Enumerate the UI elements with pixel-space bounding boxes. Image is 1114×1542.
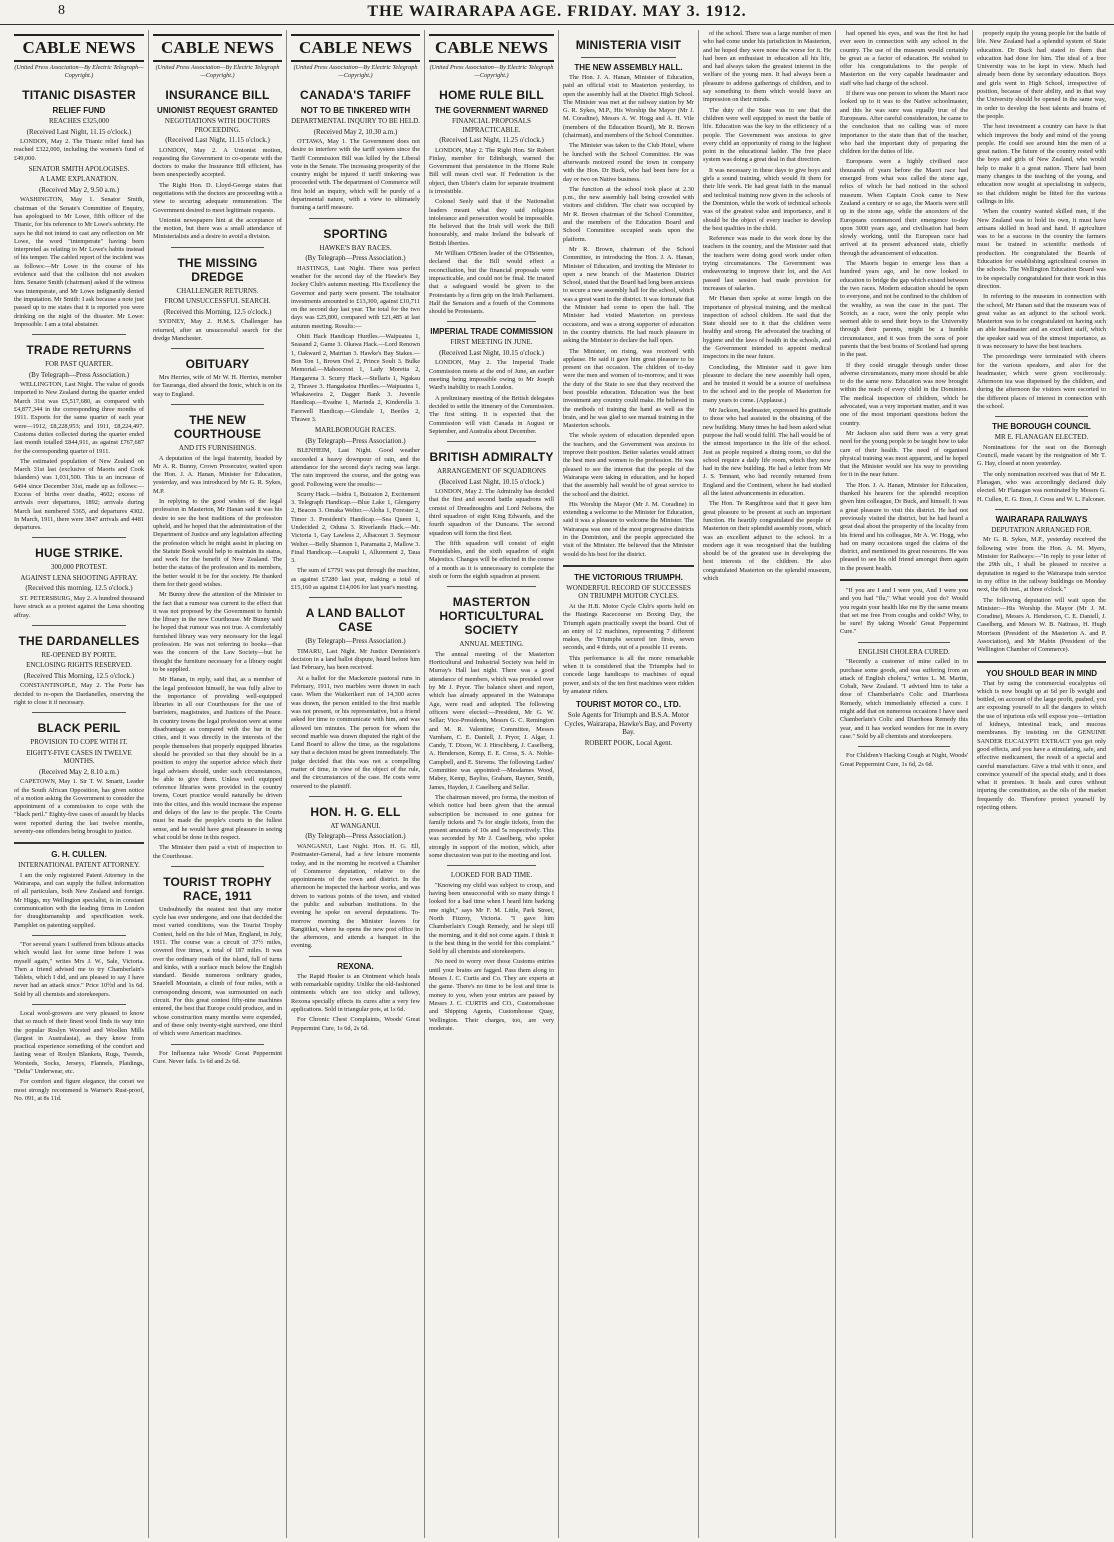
article-headline: A LAND BALLOT CASE — [305, 606, 406, 635]
subheading: THE GOVERNMENT WARNED — [434, 106, 549, 115]
paragraph: A deputation of the legal fraternity, headed by Mr A. R. Bunny, Crown Prosecutor, waited upon the Hon. J. A. Hanan, Minister for Education, yesterday, and was introduced by Mr G. R. Sykes, M.P. — [153, 454, 282, 495]
subheading: UNIONIST REQUEST GRANTED — [157, 106, 278, 115]
divider — [977, 661, 1106, 663]
agency-credit: (United Press Association—By Electric Telegraph—Copyright.) — [14, 64, 144, 79]
divider — [840, 579, 968, 581]
subheading: NOT TO BE TINKERED WITH — [300, 106, 411, 115]
advert-text: "Knowing my child was subject to croup, and having been unsuccessful with so many things I looked for a bad time when I heard him barking one night," says Mr F. M. Little, Park Street, North Fitzroy, Victoria. "I gave him Chamberlain's Cough Remedy, and he slept till the morning, and it did not come again. I think it is the best thing in the world for this complaint." Sold by all chemists and storekeepers. — [429, 881, 554, 956]
subheading: THE NEW ASSEMBLY HALL. — [574, 63, 683, 72]
subheading: ARRANGEMENT OF SQUADRONS — [437, 467, 546, 476]
paragraph: The following deputation will wait upon the Minister:—His Worship the Mayor (Mr J. M. Coradine), Messrs A. Henderson, C. E. Daniell, J. Caselberg, and Messrs W. B. Nattrass, H. Hugh Morrison (President of the Masterton A. and P. Association), and Mr Mabin (President of the Wellington Chamber of Commerce). — [977, 596, 1106, 654]
paragraph: The Minister, on rising, was received with applause. He said it gave him great pleasure to be present on that occasion. The children of to-day were the men and women of to-morrow, and it was the duty of the State to see that they received the best possible education. Education was the best investment any country could make. He believed in the methods of training the hand as well as the brain, and he was glad to see manual training in the Masterton schools. — [563, 347, 694, 430]
advert-subheading: WONDERFUL RECORD OF SUCCESSES ON TRIUMPH MOTOR CYCLES. — [566, 583, 691, 601]
paragraph: TIMARU, Last Night. Mr Justice Denniston's decision in a land ballot dispute, heard before him last February, has been received. — [291, 647, 420, 672]
article-headline: CANADA'S TARIFF — [300, 88, 411, 102]
paragraph: In referring to the museum in connection with the school, Mr Hanan said that the museum was of great value as an adjunct to the school work. Masterton was to be congratulated on having such an able headmaster and an excellent staff, which the speaker said was of the utmost importance, as it was necessary to have the best teachers. — [977, 293, 1106, 350]
paragraph: properly equip the young people for the battle of life. New Zealand had a splendid system of State education. Dr Buck had stated to them that education had done for him. The ideal of a free University was to be kept in view. Much had already been done by secondary education. Boys and girls went to High School, irrespective of position, because of their ability, and in that way the University should be opened in the same way, in order to develop the best talents and brains of the people. — [977, 30, 1106, 120]
advert-text: At the H.B. Motor Cycle Club's sports held on the Hastings Racecourse on Boxing Day, the Triumph again practically swept the board. Out of an entry of 12 machines, representing 7 different makes, the Triumphs secured ten firsts, seven seconds, and 4 thirds, out of a possible 11 events. — [563, 602, 694, 652]
paragraph: The Minister was taken to the Club Hotel, where he lunched with the School Committee. He was afterwards motored round the town in company with the Hon. Dr Buck, who had been here for a day or two on Native business. — [563, 142, 694, 183]
agency-credit: (United Press Association—By Electric Telegraph—Copyright.) — [293, 64, 418, 79]
paragraph: Europeans were a highly civilised race thousands of years before the Maori race had emerged from what was called the stone age, relics of which he had noticed in the school museum. When Captain Cook came to New Zealand a century or so ago, the Maoris were still up in the stone age, while the ancestors of the Europeans commenced their emergence to-day upon 3000 years ago, and civilisation had been slowly working, until the European race had arrived at its present advanced state, chiefly through the advancement of education. — [840, 158, 968, 257]
article-headline: SPORTING — [323, 226, 388, 241]
subheading: A LAME EXPLANATION. — [39, 175, 119, 184]
received-line: (By Telegraph—Press Association.) — [28, 370, 130, 379]
received-line: (By Telegraph—Press Association.) — [305, 637, 406, 646]
received-line: (Received this Morning, 12.5 o'clock.) — [163, 307, 272, 316]
paragraph: BLENHEIM, Last Night. Good weather succeeded a heavy downpour of rain, and the attendance for the second day's racing was large. The rain improved the course, and the going was good. Following were the results:— — [291, 447, 420, 488]
paragraph: ST. PETERSBURG, May 2. A hundred thousand have struck as a protest against the Lena shooting affray. — [14, 594, 144, 619]
advert-text: No need to worry over those Customs entries until your brains are fagged. Pass them along to Messrs J. C. Curtis and Co. They are experts at the game. There's no time to be lost and time is money to you, when your entries are passed by Messrs J. C. CURTIS and CO., Customshouse and Shipping Agents, Customhouse Quay, Wellington. Their charges, too, are very moderate. — [429, 958, 554, 1032]
article-headline: TITANIC DISASTER — [22, 88, 136, 102]
paragraph: The estimated population of New Zealand on March 31st last (exclusive of Maoris and Cook Islanders) was 1,031,500. This is an increase of 6494 since December 31st, made up as follows:—Excess of births over deaths, 4602; excess of arrivals over departures, 1892; arrivals during March last numbered 5365, and departures 4302. In March, 1911, there were 3847 arrivals and 4481 departures. — [14, 457, 144, 532]
subheading: CHALLENGER RETURNS. — [176, 286, 259, 295]
paragraph: Concluding, the Minister said it gave him pleasure to declare the new assembly hall open, and he trusted it would be a source of usefulness to the school and to the people of Masterton for many years to come. (Applause.) — [703, 363, 831, 404]
paragraph: WELLINGTON, Last Night. The value of goods imported to New Zealand during the quarter ended March 31st was £5,517,680, as compared with £4,877,344 in the corresponding three months of 1911. Exports for the same quarter of each year were—1912, £8,228,953; and 1911, £8,224,497. Customs duties collected during the quarter ended last month totalled £844,911, as against £767,687 for the corresponding quarter of 1911. — [14, 381, 144, 455]
subheading: MARLBOROUGH RACES. — [315, 426, 396, 435]
paragraph: The annual meeting of the Masterton Horticultural and Industrial Society was held in Murray's Hall last night. There was a good attendance of members, which was presided over by Mr J. Pryor. The balance sheet and report, which has already appeared in the Wairarapa Age, were read and adopted. The following officers were elected:—President, Mr G. W. Sellar; Vice-Presidents, Messrs G. C. Remington and M. R. Valentine; Committee, Messrs Varnham, C. E. Daniell, J. Pryor, J. Algar, J. Candy, T. Dixon, W. J. Hirschberg, J. Caselberg, A. Henderson, Kemp, E. E. Cross, S. A. Noble-Campbell, and E. Stevens. The following Ladies' Committee was appointed:—Mesdames Wood, Mabey, Kemp, Bayliss, Graham, Rayner, Smith, James, Hayden, J. Caselberg and Sellar. — [429, 650, 554, 791]
paragraph: If they could struggle through under those adverse circumstances, many more should be able to do the same now. Education was now brought within the reach of every child in the Dominion. The medical inspection of children, which he advocated, was a very important matter, and it was one of the most important questions before the country. — [840, 361, 968, 427]
article-headline: OBITUARY — [185, 357, 250, 372]
received-line: (Received This Morning, 12.5 o'clock.) — [23, 671, 135, 680]
subheading: EIGHTY-FIVE CASES IN TWELVE MONTHS. — [26, 748, 132, 766]
advert-text: This performance is all the more remarkable when it is considered that the Triumphs had to concede large handicaps to machines of equal power, and six of the ten first machines were ridden by amateur riders. — [563, 654, 694, 695]
paragraph: The fifth squadron will consist of eight Formidables, and the sixth squadron of eight Majestics. Changes will be effected in the course of a month as it is unnecessary to complete the sixth or form the eighth squadron at present. — [429, 539, 554, 581]
divider — [447, 321, 536, 322]
paragraph: The chairman moved, pro forma, the motion of which notice had been given that the annual subscription be increased to one guinea for family tickets and 7s for single tickets, from the present amounts of 10s and 5s respectively. This was seconded by Mr J. Caselberg, who spoke strongly in support of the motion, which, after some discussion was put to the meeting and lost. — [429, 793, 554, 859]
divider — [447, 441, 536, 442]
subheading: HAWKE'S BAY RACES. — [319, 243, 392, 252]
paragraph: Mr G. R. Sykes, M.P., yesterday received the following wire from the Hon. A. M. Myers, Minister for Railways:—"In reply to your letter of the 29th ult., I shall be pleased to receive a deputation in regard to the Wairarapa train service in my office in the railway buildings on Monday next, the 6th inst., at three o'clock." — [977, 536, 1106, 594]
paragraph: Mr Bunny drew the attention of the Minister to the fact that a rumour was current to the effect that it was not proposed by the Government to furnish the library in the new Courthouse. Mr Bunny said he hoped that rumour was not true. A comfortably furnished library was very necessary for the legal profession. He was not referring to books—that was the concern of the Law Society—but he thought the furniture necessary for a library ought to be supplied. — [153, 591, 282, 673]
paragraph: The Right Hon. D. Lloyd-George states that negotiations with the doctors are proceeding with a view to securing adequate remuneration. The Government desired to meet legitimate requests. — [153, 181, 282, 214]
subheading: AND ITS FURNISHINGS. — [178, 444, 257, 453]
subheading: ENCLOSING RIGHTS RESERVED. — [26, 661, 132, 670]
paragraph: CONSTANTINOPLE, May 2. The Porte has decided to re-open the Dardanelles, reserving the right to close it if necessary. — [14, 682, 144, 706]
column-2 — [148, 30, 286, 1538]
received-line: (By Telegraph—Press Association.) — [305, 436, 406, 445]
paragraph: The Hon. J. A. Hanan, Minister of Education, paid an official visit to Masterton yesterday, to open the assembly hall at the District High School. The Minister was met at the railway station by Mr G. R. Sykes, M.P., His Worship the Mayor (Mr J. M. Coradine), Messrs A. W. Hogg and A. H. Vile (members of the Education Board), Mr R. Brown (chairman), and members of the School Committee. — [563, 74, 694, 140]
subheading: AGAINST LENA SHOOTING AFFRAY. — [20, 573, 138, 582]
subheading: FROM UNSUCCESSFUL SEARCH. — [164, 297, 271, 306]
advert-text: I am the only registered Patent Attorney in the Wairarapa, and can supply the fullest information of all particulars, both New Zealand and foreign. Mr Higgs, my Wellington specialist, is in constant communication with the leading firms in London for draughtsmanship and specification work. Pamphlet on patenting supplied. — [14, 871, 144, 929]
paragraph: The only nomination received was that of Mr E. Flanagan, who was accordingly declared duly elected. Mr Flanagan was nominated by Messrs G. H. Cullen, E. G. Eton, J. Cross and W. L. Falconer. — [977, 470, 1106, 503]
advert-role: INTERNATIONAL PATENT ATTORNEY. — [18, 861, 140, 870]
article-headline: TRADE RETURNS — [26, 343, 132, 358]
column-8 — [972, 30, 1110, 1538]
advert-text: Local wool-growers are very pleased to know that so much of their finest wool finds its way into the popular Roslyn Worsted and Woollen Mills (largest in Australasia), as they know from practical experience something of the comfort and lasting wear of Roslyn Blankets, Rugs, Tweeds, Worsteds, Socks, Jerseys, Flannels, Plaidings, "Delta" Underwear, etc. — [14, 1010, 144, 1076]
paragraph: It was necessary in these days to give boys and girls a sound training, which would fit them for their life work. He had great faith in the manual and technical training now given in the schools of the Dominion, while the work of technical schools was of the greatest value and importance, and it should be the object of every teacher to develop the best qualities in the child. — [703, 166, 831, 232]
subheading: LOOKED FOR BAD TIME. — [450, 871, 533, 880]
divider — [32, 1004, 126, 1005]
article-headline: MINISTERIA VISIT — [575, 38, 682, 52]
subheading: MR E. FLANAGAN ELECTED. — [994, 433, 1089, 442]
paragraph: Mr Jackson also said there was a very great need for the young people to be taught how to take care of their health. The need of organised physical training was most apparent, and he hoped that the Minister would see his way to providing for it in the near future. — [840, 429, 969, 479]
received-line: (Received Last Night, 11.15 o'clock.) — [26, 127, 132, 136]
divider — [171, 866, 264, 867]
paragraph: SYDNEY, May 2. H.M.S. Challenger has returned, after an unsuccessful search for the dredge Manchester. — [153, 318, 282, 342]
paragraph: LONDON, May 2. A Unionist motion, requesting the Government to co-operate with the doctors to make the Insurance Bill efficient, has been unexpectedly accepted. — [153, 146, 282, 179]
paragraph: WASHINGTON, May 1. Senator Smith, chairman of the Senate's Committee of Enquiry, has apologised to Mr Lowe, fifth officer of the Titanic, for his reference to Mr Lowe's sobriety. He says he did not intend to cast any reflection on Mr Lowe, the word "intemperate" having been interpreted as relating to Mr Lowe's habits instead of his temper. The cabled report of the incident was as follows:—Mr Lowe in the course of his evidence said that the collision did not awaken him. Senator Smith (chairman) asked if the witness was intemperate, and Mr Lowe indignantly denied the imputation. Mr Smith: I ask because a note just passed up to me states that it is reported you were drinking on the night of the disaster. Mr Lowe: Impossible. I am a total abstainer. — [14, 196, 144, 328]
paragraph: At a ballot for the Mackenzie pastoral runs in February, 1911, two marbles were drawn in each case. When the Waikerikeri run of 14,300 acres was drawn, the person entitled to the first marble was not present, or his representative, but a friend asked for time to communicate with him, and was allowed ten minutes. The person for whom the second marble was drawn disputed the right of the Land Board to allow the time, as the regulations say that a decision must be given immediately. The judge decided that this was not a compelling matter of time, in view of the object of the rule, and the circumstances of the case. He costs were reserved to the plaintiff. — [291, 674, 420, 790]
paragraph: His Worship the Mayor (Mr J. M. Coradine) in extending a welcome to the Minister for Education, said it was a pleasure to welcome the Minister. The Wairarapa was one of the most progressive districts in the Dominion, and the people appreciated the visit of the Minister. He believed that the Minister would do his best for the district. — [563, 500, 694, 558]
agency-credit: (United Press Association—By Electric Telegraph—Copyright.) — [155, 64, 280, 79]
divider — [309, 597, 402, 598]
column-4 — [424, 30, 558, 1538]
paragraph: Mrs Herries, wife of Mr W. H. Herries, member for Tauranga, died aboard the Ionic, which is on its way to England. — [153, 374, 282, 398]
divider — [32, 625, 126, 626]
subheading: PROVISION TO COPE WITH IT. — [30, 738, 128, 747]
received-line: (Received May 2, 8.10 a.m.) — [38, 767, 120, 776]
advert-heading: ENGLISH CHOLERA CURED. — [858, 647, 950, 656]
paragraph: HASTINGS, Last Night. There was perfect weather for the second day of the Hawke's Bay Jockey Club's autumn meeting. His Excellency the Governor and party were present. The totalisator investments amounted to £13,300, against £10,711 on the second day last year. The total for the two days was £25,800, compared with £21,485 at last autumn meeting. Results:— — [291, 264, 420, 330]
paragraph: The Hon. J. A. Hanan, Minister for Education, thanked his hearers for the splendid reception given him colleague, Dr Buck, and himself. It was a great pleasure to visit this district. He had not previously visited the district, but he had heard a great deal about the prosperity of the locality from his friend and his colleague, Mr A. W. Hogg, who had on many occasions urged the claims of the district, and mentioned its great resources. He was pleased to see his old friend amongst them again in the present health. — [840, 481, 968, 572]
subheading: FIRST MEETING IN JUNE. — [450, 338, 533, 347]
paragraph: WANGANUI, Last Night. Hon. H. G. Ell, Postmaster-General, had a few leisure moments today, and in the morning he received a Chamber of Commerce deputation, relative to the appointments of the town and district. In the afternoon he inspected the harbour works, and was driven to various points of the town, and visited the public and suburban institutions. In the evening he spoke on several deputations. To-morrow morning the Minister leaves for Rangitikei, where he opens the new post office in the afternoon, and attends a banquet in the evening. — [291, 842, 420, 950]
received-line: (Received May 2, 10.30 a.m.) — [313, 127, 398, 136]
article-headline: THE BOROUGH COUNCIL — [992, 422, 1091, 432]
paragraph: The Hon. Te Rangihiroa said that it gave him great pleasure to be present at such an important function. He heartily congratulated the people of Masterton on their splendid assembly room, which was an excellent adjunct to the school. In a modern age it was recognised that the building should be of the greatest use in developing the best interests of the children. He also congratulated Masterton on the splendid museum, which — [703, 500, 831, 582]
paragraph: Mr Hanan, in reply, said that, as a member of the legal profession himself, he was fully alive to the importance of providing well-equipped libraries in all our Courthouses for the use of barristers, magistrates, and Justices of the Peace. In country towns the legal profession were at some disadvantage as compared with the bar in the cities, and it was directly in the interests of the people themselves that properly equipped libraries should be provided so that they should be in a position to enjoy the superior advice which their legal advisers should, under such circumstances, be able to give them. Unless well equipped reference libraries were provided in the country towns, Court practice would naturally be driven into the cities, and this would increase the expense and delays of the law to the people. The Courts must be made the people's courts in the fullest sense, and he would have great pleasure in seeing what could be done in this respect. — [153, 676, 282, 841]
paragraph: In replying to the good wishes of the legal profession in Masterton, Mr Hanan said it was his desire to see the best traditions of the profession upheld, and he hoped that the administration of the Department of Justice and any legislation affecting the profession which he might assist in placing on the Statute Book would help to maintain its status, and work for the benefit of New Zealand. The better the status of the profession and its members, the better would it be for the society. He thanked them for their good wishes. — [153, 498, 282, 588]
divider — [14, 842, 144, 844]
advert-heading: YOU SHOULD BEAR IN MIND — [985, 668, 1098, 678]
paragraph: Undoubtedly the neatest test that any motor cycle has ever undergone, and one that decided the most varied conditions, was the Tourist Trophy Contest, held on the Isle of Man, England, in July, 1911. The course was a circuit of 37½ miles, covered five times, a total of 187 miles. It was over the ordinary roads of the island, full of turns and kinks, with a surface much below the English standard. Beside numerous ordinary grades, Snaefell Mountain, a climb of four miles, with a corresponding descent, was surmounted on each circuit. For this great contest fifty-nine machines entered, the best that Europe could produce, and in whose construction many months were expended, and of these only twenty-eight survived, one third of which were American machines. — [153, 905, 282, 1038]
received-line: (By Telegraph—Press Association.) — [305, 832, 406, 841]
article-headline: BRITISH ADMIRALTY — [429, 450, 554, 465]
divider — [995, 416, 1088, 417]
paragraph: LONDON, May 2. The Admiralty has decided that the first and second battle squadrons will consist of Dreadnoughts and Lord Nelsons, the third squadron of eight King Edwards, and the fourth squadron of the Duncans. The second squadron will form the first fleet. — [429, 488, 554, 537]
divider — [171, 404, 264, 405]
paragraph: LONDON, May 2. The Titanic relief fund has reached £322,000, including the women's fund of £49,000. — [14, 138, 144, 162]
divider — [171, 1044, 264, 1045]
paragraph: LONDON, May 2. The Right Hon. Sir Robert Finlay, member for Edinburgh, warned the Government that persistence in the Home Rule Bill will mean civil war. If Federation is the object, then Ulster's claim for separate treatment is irresistible. — [429, 146, 554, 195]
article-headline: THE DARDANELLES — [18, 633, 140, 648]
advert-text: For Chronic Chest Complaints, Woods' Great Peppermint Cure, 1s 6d, 2s 6d. — [291, 1016, 420, 1032]
divider — [309, 218, 402, 219]
subheading: DEPUTATION ARRANGED FOR. — [991, 525, 1092, 534]
article-headline: WAIRARAPA RAILWAYS — [995, 514, 1088, 524]
column-3 — [286, 30, 424, 1538]
advert-text: For Influenza take Woods' Great Peppermint Cure. Never fails. 1s 6d and 2s 6d. — [153, 1049, 282, 1065]
advert-heading: REXONA. — [337, 961, 374, 971]
advert-heading: THE VICTORIOUS TRIUMPH. — [574, 572, 683, 582]
paragraph: The whole system of education depended upon the teachers, and the Government was anxious to improve their position. Better salaries would attract the best men and women to the profession. He was pleased to see the interest that the people of the Wairarapa were taking in education, and he hoped that the assembly hall would be of great service to the school and the district. — [563, 432, 694, 498]
paragraph: Mr William O'Brien leader of the O'Brienites, declared that the Bill would effect a reconciliation, but the financial proposals were impracticable, and could not be final. He trusted that a safeguard would be given to the Protestants by a firm grip on the Irish Parliament. Half the Senators and a fourth of the Commons should be Protestants. — [429, 250, 554, 316]
paragraph: LONDON, May 2. The Imperial Trade Commission meets at the end of June, an earlier meeting being impossible owing to Mr Joseph Ward's inability to reach London. — [429, 359, 554, 392]
column-6 — [698, 30, 835, 1538]
divider — [563, 565, 694, 567]
divider — [32, 537, 126, 538]
received-line: (Received Last Night, 11.25 o'clock.) — [439, 136, 544, 144]
received-line: (Received Last Night, 10.15 o'clock.) — [439, 477, 544, 486]
divider — [32, 935, 126, 936]
subheading: 300,000 PROTEST. — [50, 563, 108, 572]
paragraph: Mr Jackson, headmaster, expressed his gratitude to those who had assisted in the obtaining of the new building. Many times he had been asked what purpose the hall would fulfil. The hall would be of the utmost importance in the life of the school. Just as people required a dining room, so did the school require a daily life room, which they now had in the new building. He had a letter from Mr J. S. Tennant, who had recently returned from England and the Continent, where he had studied all the latest advancements in education. — [703, 407, 831, 498]
paragraph: The Minister then paid a visit of inspection to the Courthouse. — [153, 844, 282, 860]
paragraph: Mr R. Brown, chairman of the School Committee, in introducing the Hon. J. A. Hanan, Minister of Education, and inviting the Minister to open a new branch of the Masterton District School, stated that the Board had long been anxious to secure a new assembly hall for the school, which was a great want in the district. It was fortunate that the Minister had come to open the hall. The Minister had visited Masterton on previous occasions, and was a strong supporter of education in the country districts. He had much pleasure in asking the Minister to declare the hall open. — [563, 245, 694, 345]
divider — [447, 865, 536, 866]
paragraph: of the school. There was a large number of men who had come under his jurisdiction in Masterton, and he hoped they were none the worse for it. He had been an enthusiast in education all his life, and had always taken the greatest interest in the welfare of the young men. It had always been a pleasure to address gatherings of children, and to say something to them which would leave an impression on their minds. — [703, 30, 831, 104]
paragraph: CAPETOWN, May 1. Sir T. W. Smartt, Leader of the South African Opposition, has given notice of a motion asking the Government to consider the appointment of a commission to cope with the "black peril." Eighty-five cases of assault by blacks were reported during the last twelve months, seventy-one offenders being brought to justice. — [14, 778, 144, 836]
advert-text: For Children's Hacking Cough at Night, Woods' Great Peppermint Cure, 1s 6d, 2s 6d. — [840, 752, 968, 768]
advert-text: "If you are I and I were you, And I were you and you had "flu," What would you do? Would you regain your health like me By the same means that set me free From coughs and colds? Why, to be sure! By taking Woods' Great Peppermint Cure." — [840, 587, 968, 636]
received-line: (Received Last Night, 11.15 o'clock.) — [165, 136, 270, 144]
divider — [171, 247, 264, 248]
divider — [995, 509, 1088, 510]
article-headline: IMPERIAL TRADE COMMISSION — [430, 327, 553, 337]
cable-news-heading: CABLE NEWS — [291, 34, 420, 62]
paragraph: If there was one person to whom the Maori race looked up to it was to the Native schoolmaster, and this he was sure was equally true of the Europeans. After careful consideration, he came to the conclusion that no calling was of more importance to the state than that of the teacher, who had the important duty of preparing the children for the duties of life. — [840, 90, 968, 156]
paragraph: OTTAWA, May 1. The Government does not desire to interfere with the tariff system since the Tariff Commission Bill was killed by the Liberal vote in the Senate. The increasing prosperity of the country might be injured if tariff tinkering was proceeded with. The department of Commerce will first hold an inquiry, which will be purely of a departmental nature, with a view to ultimately framing a tariff measure. — [291, 138, 420, 212]
divider — [32, 334, 126, 335]
subheading: RE-OPENED BY PORTE. — [41, 650, 117, 659]
subheading: AT WANGANUI. — [330, 821, 381, 830]
advert-text: For comfort and figure elegance, the corset we most strongly recommend is Warner's Rust-proof, No. 091, at 8s 11d. — [14, 1078, 144, 1102]
paragraph: The Maoris began to emerge less than a hundred years ago, and he now looked to education to bridge the gap which existed between the two races. Modern education should be open to everyone, and not be confined to the children of the wealthy, as was the case in the past. The Scotch, as a race, were the only people who seemed able to send their boys to the University through their parents, might be a humble circumstance, and it was from the sons of poor parents that the best brains of Scotland had sprung in the past. — [840, 260, 968, 359]
newspaper-title: THE WAIRARAPA AGE. FRIDAY. MAY 3. 1912. — [367, 3, 747, 20]
paragraph: The best investment a country can have is that which improves the body and mind of the young people. He could see around him the men of a great nation. The future of the country rested with the boys and girls of New Zealand, who would help to make it a great nation. There had been many changes in the teaching of the young, and education now sought at specialising in subjects, so that children might be fitted for the various callings in life. — [977, 123, 1106, 205]
advert-text: The Rapid Healer is an Ointment which heals with remarkable rapidity. Unlike the old-fashioned ointments which are too sticky and tallowy, Rexona specially effects its cures after a very few applications. Sold in triangular pots, at 1s 6d. — [291, 972, 420, 1013]
divider — [447, 586, 536, 587]
cable-news-heading: CABLE NEWS — [429, 34, 554, 62]
paragraph: Nominations for the seat on the Borough Council, made vacant by the resignation of Mr T. G. Hay, closed at noon yesterday. — [977, 443, 1106, 468]
paragraph: Colonel Seely said that if the Nationalist leaders meant what they said religious intolerance and persecution would be impossible. He believed that the Irish will work the Bill honourably, and make Ireland the bulwark of British liberties. — [429, 198, 554, 247]
divider — [581, 57, 676, 58]
paragraph: Mr Hanan then spoke at some length on the importance of physical training, and the medical inspection of school children. He said that the State should see to it that the children were healthy and strong. He advocated the teaching of hygiene and the laws of health in the schools, and the Government intended to appoint medical inspectors in the near future. — [703, 295, 831, 361]
divider — [32, 712, 126, 713]
received-line: (Received Last Night, 10.15 o'clock.) — [439, 348, 544, 357]
subheading: RELIEF FUND — [52, 106, 106, 115]
subheading: REACHES £325,000 — [49, 117, 109, 125]
race-results: Scurry Hack.—Isidra 1, Buizaton 2, Excitement 3. Telegraph Handicap.—Blue Lake 1, Glengarry 2, Beacon 3. Omaka Welter.—Aloha 1, Forester 2, Timor 3. President's Handicap.—Sea Queen 1, Undecided 2, Oduna 3. Riverlands Hack.—Mr. Victoria 1, Gay Lawless 2, Albacourt 3. Seymour Welter.—Belly Shannon 1, Paramatta 2, Mallow 3. Final Handicap.—Leapuki 1, Allurement 2, Taua 3. — [291, 490, 420, 565]
cable-news-heading: CABLE NEWS — [153, 34, 282, 62]
advert-text: "Recently a customer of mine called in to purchase some goods, and was suffering from an attack of English cholera," writes L. M. Martin, Cobalt, New Zealand. "I advised him to take a dose of Chamberlain's Colic and Diarrhoea Remedy, which immediately effected a cure. I might add that on numerous occasions I have used Chamberlain's Colic and Diarrhoea Remedy this year, and it has worked wonders for me in every case." Sold by all chemists and storekeepers. — [840, 658, 968, 740]
divider — [171, 348, 264, 349]
article-headline: MASTERTON HORTICULTURAL SOCIETY — [439, 595, 544, 638]
subheading: SENATOR SMITH APOLOGISES. — [28, 164, 130, 173]
divider — [309, 796, 402, 797]
article-headline: HON. H. G. ELL — [310, 804, 401, 819]
cable-news-heading: CABLE NEWS — [14, 34, 144, 62]
advert-signature: ROBERT POOK, Local Agent. — [584, 738, 673, 747]
paragraph: The duty of the State was to see that the children were well equipped to meet the battle of life. Education was the key to the efficiency of a people. The Government was anxious to give every child an opportunity of rising to the highest point in the educational ladder. The free place system was doing a great deal in that direction. — [703, 106, 831, 164]
advert-text: Sole Agents for Triumph and B.S.A. Motor Cycles, Wairarapa, Hawke's Bay, and Poverty Bay. — [564, 711, 693, 737]
article-headline: HOME RULE BILL — [439, 88, 544, 102]
page-number: 8 — [58, 3, 65, 18]
column-1 — [10, 30, 148, 1538]
divider — [858, 642, 950, 643]
subheading: FINANCIAL PROPOSALS IMPRACTICABLE. — [452, 117, 531, 134]
paragraph: The sum of £7791 was put through the machine, as against £7280 last year, making a total of £15,160 as against £14,006 for last year's meeting. — [291, 567, 420, 592]
advert-text: That by using the commercial eucalyptus oil which is now bought up at 6d per lb weight and bottled, on account of the large profit, pushed, you are exposing yourself to all the dangers to which the use of injurious oils will expose you—irritation of kidneys, intestinal track, and mucous membranes. By insisting on the GENUINE SANDER EUCALYPTI EXTRACT you get only good effects, and you have a stimulating, safe, and effective medicament, the result of a special and careful manufacture. Give a trial with it once, and convince yourself of the special study, and it does what it promises. It heals and cures without injuring the constitution, as the oils of the market frequently do. Therefore protect yourself by rejecting others. — [977, 679, 1106, 812]
column-5 — [558, 30, 698, 1538]
paragraph: had opened his eyes, and was the first he had ever seen in connection with any school in the country. The use of the museum would certainly be great as a factor of education. He wished to offer his congratulations to the people of Masterton on the very capable headmaster and staff who had charge of the school. — [840, 30, 968, 87]
column-7 — [835, 30, 972, 1538]
agency-credit: (United Press Association—By Electric Telegraph—Copyright.) — [429, 64, 554, 79]
paragraph: The function at the school took place at 2.30 p.m., the new assembly hall being crowded with visitors and children. The chair was occupied by Mr R. Brown chairman of the School Committee, and the members of the Education Board and School Committee occupied seats upon the platform. — [563, 185, 694, 243]
race-results: Ohiti Hack Handicap Hurdles.—Waipuatea 1, Seasand 2, Game 3. Okawa Hack.—Lord Renown 1, Oakward 2, Mairitan 3. Hawke's Bay Stakes.—Bon Ton 1, Brown Owl 2, Prince Soult 3. Bulke Memorial.—Mahoecrest 1, Lady Moretta 2, Hangarena 3. Scurry Hack.—Stellaris 1, Ngakau 2, Thrawe 3. Hangakatoa Hurdles.—Waipuatea 1, Whakaweira 2, Dagger Bank 3. Juvenile Handicap.—Evadne 1, Marinda 2, Kinderella 3. Farewell Handicap.—Glendale 1, Beetles 2, Thrawe 3. — [291, 333, 420, 424]
paragraph: Reference was made to the work done by the teachers in the country, and the Minister said that the teachers were doing good work under often trying circumstances. The Government was endeavouring to improve their lot, and the Act passed last session had made provision for increases of salaries. — [703, 235, 831, 292]
article-headline: INSURANCE BILL — [165, 88, 270, 102]
masthead — [0, 0, 1114, 25]
received-line: (Received May 2, 9.50 a.m.) — [38, 185, 120, 194]
paragraph: The proceedings were terminated with cheers for the various speakers, and also for the headmaster, which were given vociferously. Afternoon tea was dispensed by the children, and during the afternoon the visitors were escorted to the different places of interest in connection with the school. — [977, 353, 1106, 411]
subheading: NEGOTIATIONS WITH DOCTORS PROCEEDING. — [164, 117, 271, 134]
subheading: ANNUAL MEETING. — [459, 640, 524, 649]
received-line: (By Telegraph—Press Association.) — [305, 254, 406, 263]
article-headline: BLACK PERIL — [37, 721, 121, 736]
received-line: (Received this morning, 12.5 o'clock.) — [25, 584, 133, 593]
subheading: FOR PAST QUARTER. — [45, 360, 113, 369]
advert-name: G. H. CULLEN. — [51, 850, 107, 860]
paragraph: Unionist newspapers hint at the acceptance of the motion, but there was a small attendance of Ministerialists and a desire to avoid a division. — [153, 216, 282, 241]
divider — [858, 746, 950, 747]
article-headline: HUGE STRIKE. — [35, 546, 123, 561]
advert-name: TOURIST MOTOR CO., LTD. — [576, 700, 681, 710]
article-headline: THE NEW COURTHOUSE — [173, 413, 262, 442]
paragraph: When the country wanted skilled men, if the New Zealand was to hold its own, it must have artisans skilled in head and hand. If agriculture was to be a success in the country the farmers must be trained in scientific methods of production. He congratulated the Boards of Education for establishing agricultural courses in the schools. The Wellington Education Board was to be especially congratulated for their work in this direction. — [977, 208, 1106, 290]
divider — [309, 956, 402, 957]
subheading: DEPARTMENTAL INQUIRY TO BE HELD. — [291, 117, 420, 125]
article-headline: TOURIST TROPHY RACE, 1911 — [163, 874, 272, 903]
article-headline: THE MISSING DREDGE — [177, 255, 258, 284]
paragraph: A preliminary meeting of the British delegates decided to settle the itinerary of the Commission. The first sitting. It is expected that the Commission will visit Canada in August or September, and Australia about December. — [429, 394, 554, 435]
advert-text: "For several years I suffered from bilious attacks which would last for some time before I was myself again," writes Mrs J. W., Sale, Victoria. Then a friend advised me to try Chamberlain's Tablets, which I did, and am pleased to say I have never had an attack since." Price 10½d and 1s 6d. Sold by all chemists and storekeepers. — [14, 940, 144, 998]
